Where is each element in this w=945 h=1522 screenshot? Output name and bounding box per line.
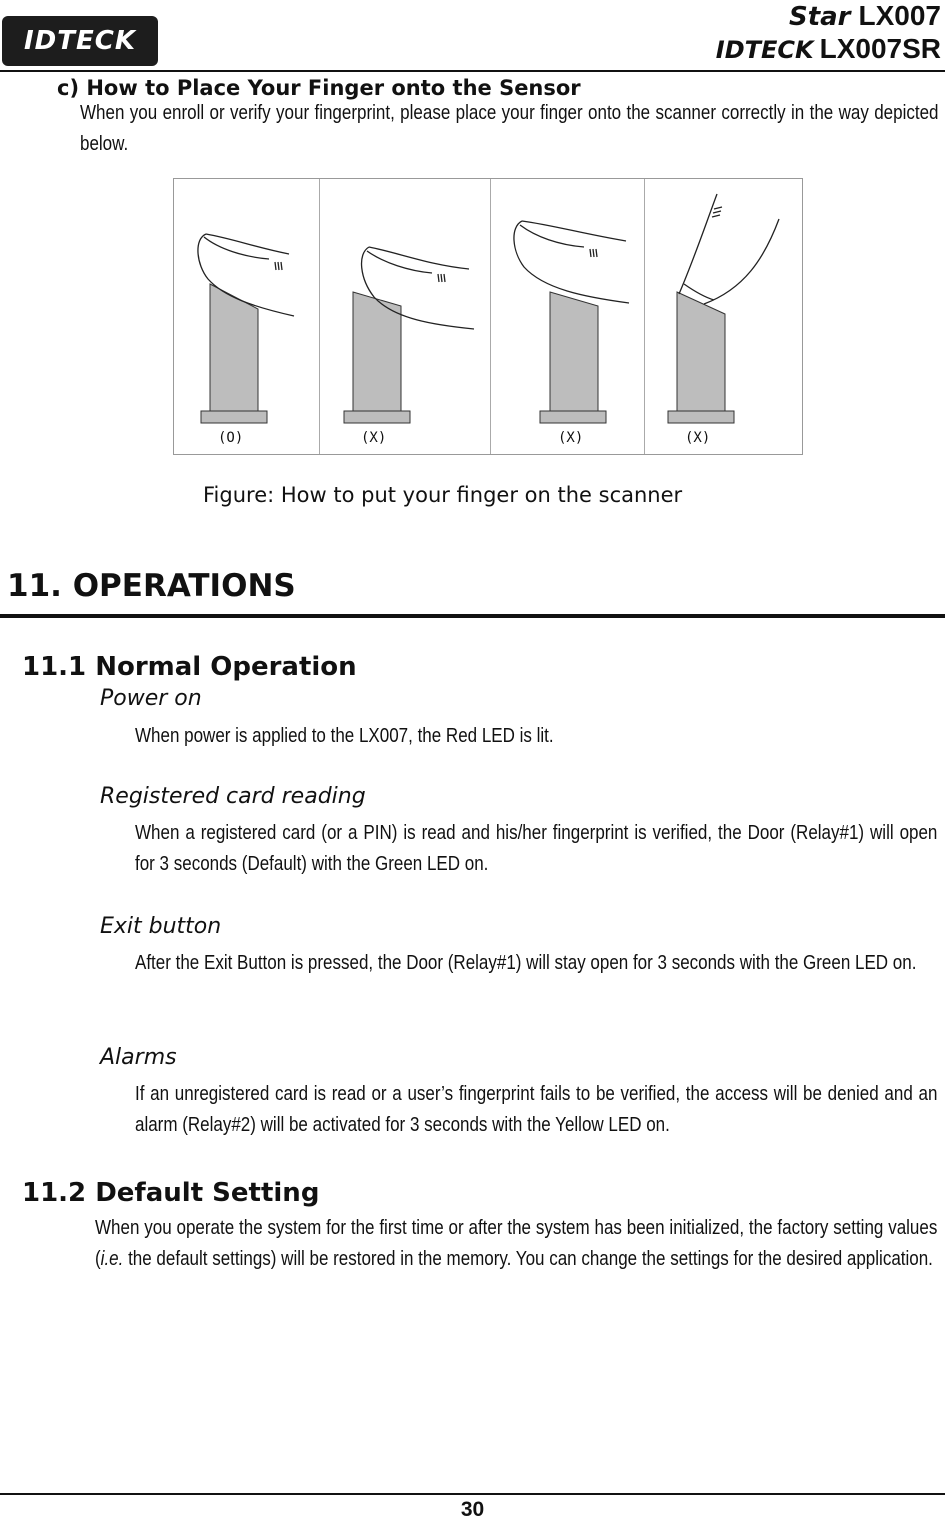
model-lx007: LX007 [858, 0, 941, 31]
finger-outline [679, 194, 717, 294]
idteck-logo [2, 16, 158, 66]
scanner-pillar [210, 284, 258, 411]
finger-illustrations [174, 179, 802, 454]
exit-button-text: After the Exit Button is pressed, the Door (Relay#1) will stay open for 3 seconds with the Green LED on. [135, 952, 917, 974]
finger-placement-figure [173, 178, 803, 455]
scanner-pillar [353, 292, 401, 411]
finger-crease [712, 207, 722, 217]
header-product-line-2 [716, 33, 941, 65]
scanner-pillar [550, 292, 598, 411]
finger-outline [369, 247, 469, 269]
correct-mark: (O) [218, 430, 244, 446]
scanner-base [201, 411, 267, 423]
finger-outline [206, 234, 289, 254]
exit-button-title: Exit button [100, 914, 222, 939]
logo-text: IDTECK [24, 26, 136, 56]
alarms-title: Alarms [100, 1045, 177, 1070]
alarms-text: If an unregistered card is read or a user’s fingerprint fails to be verified, the access will be denied and an alarm (Relay#2) will be activated for 3 seconds with the Yellow LED on. [135, 1083, 938, 1136]
section-c-title: c) How to Place Your Finger onto the Sensor [57, 76, 581, 100]
wrong-mark: (X) [558, 430, 584, 446]
page-number: 30 [460, 1498, 485, 1521]
scanner-base [344, 411, 410, 423]
fingernail [204, 237, 269, 259]
finger-outline [522, 221, 626, 241]
operations-divider [0, 614, 945, 618]
operations-heading: 11. OPERATIONS [7, 568, 296, 604]
scanner-base [668, 411, 734, 423]
header-product-line-1 [789, 0, 941, 32]
wrong-mark: (X) [361, 430, 387, 446]
default-setting-text [95, 1213, 937, 1275]
default-text-italic: i.e. [100, 1248, 124, 1270]
finger-crease [590, 249, 597, 257]
scanner-pillar [677, 292, 725, 411]
figure-caption: Figure: How to put your finger on the scanner [203, 483, 683, 507]
footer-divider [0, 1493, 945, 1495]
fingernail [520, 225, 584, 247]
model-lx007sr: LX007SR [819, 33, 941, 64]
default-text-part-1: When you operate the system for the first time or after the system has been initialized, the factory setting values ( [95, 1217, 938, 1270]
header-divider [0, 70, 945, 72]
finger-crease [275, 262, 282, 270]
section-c-paragraph: When you enroll or verify your fingerprint, please place your finger onto the scanner correctly in the way depicted below. [80, 102, 939, 155]
scanner-base [540, 411, 606, 423]
star-brand: Star [788, 2, 851, 32]
registered-card-title: Registered card reading [100, 784, 366, 809]
finger-outline [704, 219, 779, 304]
default-text-part-2: the default settings) will be restored in the memory. You can change the settings for the desired application. [123, 1248, 933, 1270]
wrong-mark: (X) [685, 430, 711, 446]
power-on-title: Power on [100, 686, 202, 711]
finger-crease [438, 274, 445, 282]
power-on-text: When power is applied to the LX007, the Red LED is lit. [135, 725, 554, 747]
finger-outline [514, 221, 629, 303]
normal-operation-heading: 11.1 Normal Operation [22, 652, 357, 682]
idteck-brand: IDTECK [715, 36, 814, 64]
default-setting-heading: 11.2 Default Setting [22, 1178, 320, 1208]
registered-card-text: When a registered card (or a PIN) is read and his/her fingerprint is verified, the Door (Relay#1) will open for 3 seconds (Default) with the Green LED on. [135, 822, 938, 875]
